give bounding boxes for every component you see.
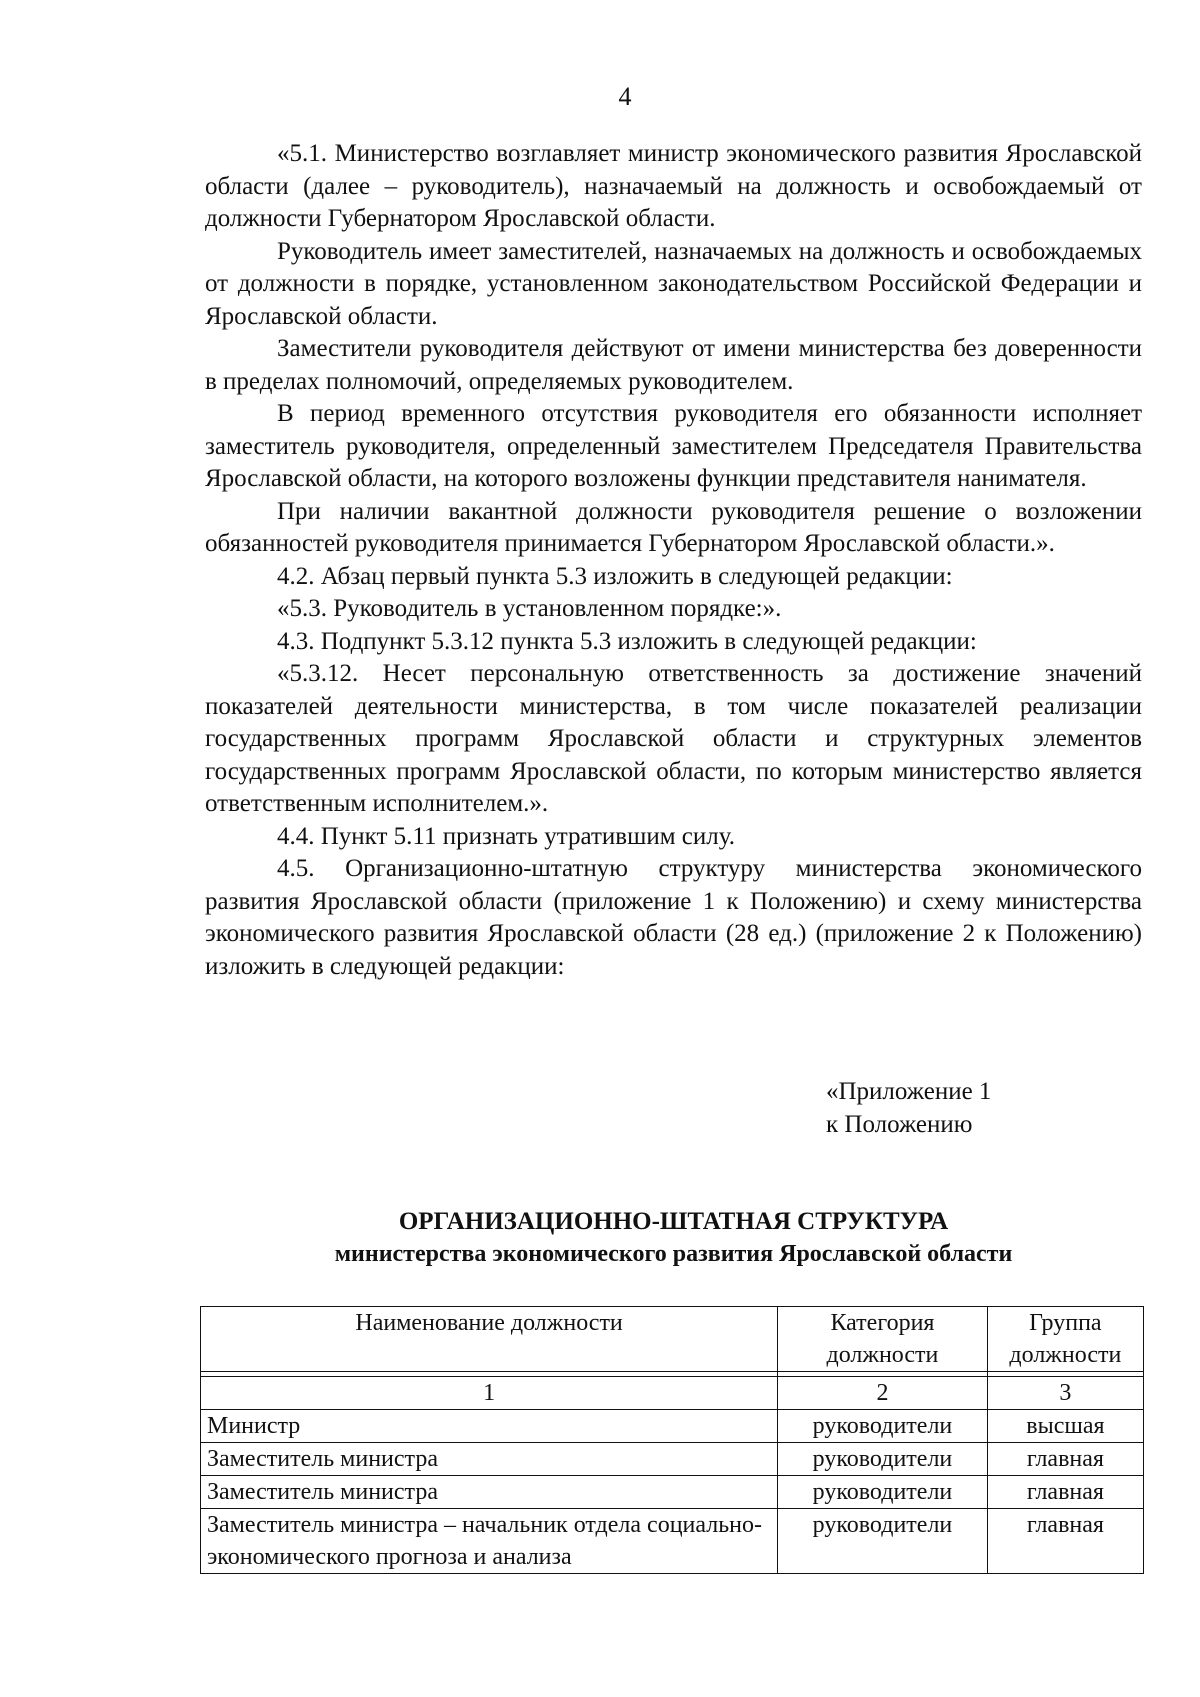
cell-group: главная	[987, 1509, 1143, 1574]
cell-group: главная	[987, 1443, 1143, 1476]
appendix-label	[826, 1075, 991, 1141]
cell-position: Заместитель министра – начальник отдела социально-экономического прогноза и анализа	[201, 1509, 778, 1574]
cell-group: высшая	[987, 1410, 1143, 1443]
table-subtitle: министерства экономического развития Ярославской области	[334, 1241, 1013, 1267]
cell-category: руководители	[778, 1410, 988, 1443]
table-title: ОРГАНИЗАЦИОННО-ШТАТНАЯ СТРУКТУРА	[398, 1208, 949, 1235]
column-number: 3	[987, 1377, 1143, 1410]
paragraph: При наличии вакантной должности руководителя решение о возложении обязанностей руководителя принимается Губернатором Ярославской области.».	[205, 497, 1142, 557]
paragraph: 4.3. Подпункт 5.3.12 пункта 5.3 изложить в следующей редакции:	[277, 627, 977, 655]
table-row	[201, 1476, 1144, 1509]
paragraph: 4.4. Пункт 5.11 признать утратившим силу.	[277, 822, 735, 850]
cell-category: руководители	[778, 1509, 988, 1574]
cell-position: Министр	[201, 1410, 778, 1443]
page-number: 4	[618, 82, 632, 111]
cell-position: Заместитель министра	[201, 1443, 778, 1476]
column-number: 1	[201, 1377, 778, 1410]
column-number-row	[201, 1377, 1144, 1410]
paragraph: Заместители руководителя действуют от имени министерства без доверенности в пределах полномочий, определяемых руководителем.	[205, 335, 1142, 395]
header-group: Группа должности	[987, 1307, 1143, 1372]
cell-category: руководители	[778, 1443, 988, 1476]
paragraph: 4.5. Организационно-штатную структуру министерства экономического развития Ярославской области (приложение 1 к Положению) и схему министерства экономического развития Ярославской области (28 ед.) (приложение 2 к Положению) изложить в следующей редакции:	[205, 855, 1142, 980]
paragraph: «5.3. Руководитель в установленном порядке:».	[277, 595, 782, 622]
header-category: Категория должности	[778, 1307, 988, 1372]
staff-structure-table	[200, 1306, 1144, 1574]
paragraph: Руководитель имеет заместителей, назначаемых на должность и освобождаемых от должности в порядке, установленном законодательством Российской Федерации и Ярославской области.	[205, 237, 1142, 330]
table-row	[201, 1410, 1144, 1443]
paragraph: 4.2. Абзац первый пункта 5.3 изложить в следующей редакции:	[277, 562, 953, 590]
body-text	[205, 138, 1142, 983]
paragraph: «5.3.12. Несет персональную ответственность за достижение значений показателей деятельности министерства, в том числе показателей реализации государственных программ Ярославской области и структурных элементов государственных программ Ярославской области, по которым министерство является ответственным исполнителем.».	[205, 660, 1142, 817]
appendix-line-2: к Положению	[826, 1111, 973, 1138]
cell-position: Заместитель министра	[201, 1476, 778, 1509]
appendix-line-1: «Приложение 1	[826, 1078, 992, 1105]
paragraph: В период временного отсутствия руководителя его обязанности исполняет заместитель руководителя, определенный заместителем Председателя Правительства Ярославской области, на которого возложены функции представителя нанимателя.	[205, 400, 1142, 492]
cell-category: руководители	[778, 1476, 988, 1509]
cell-group: главная	[987, 1476, 1143, 1509]
table-header-row	[201, 1307, 1144, 1372]
column-number: 2	[778, 1377, 988, 1410]
header-position-name: Наименование должности	[201, 1307, 778, 1372]
paragraph: «5.1. Министерство возглавляет министр экономического развития Ярославской области (далее – руководитель), назначаемый на должность и освобождаемый от должности Губернатором Ярославской области.	[205, 140, 1142, 232]
table-row	[201, 1443, 1144, 1476]
table-row	[201, 1509, 1144, 1574]
